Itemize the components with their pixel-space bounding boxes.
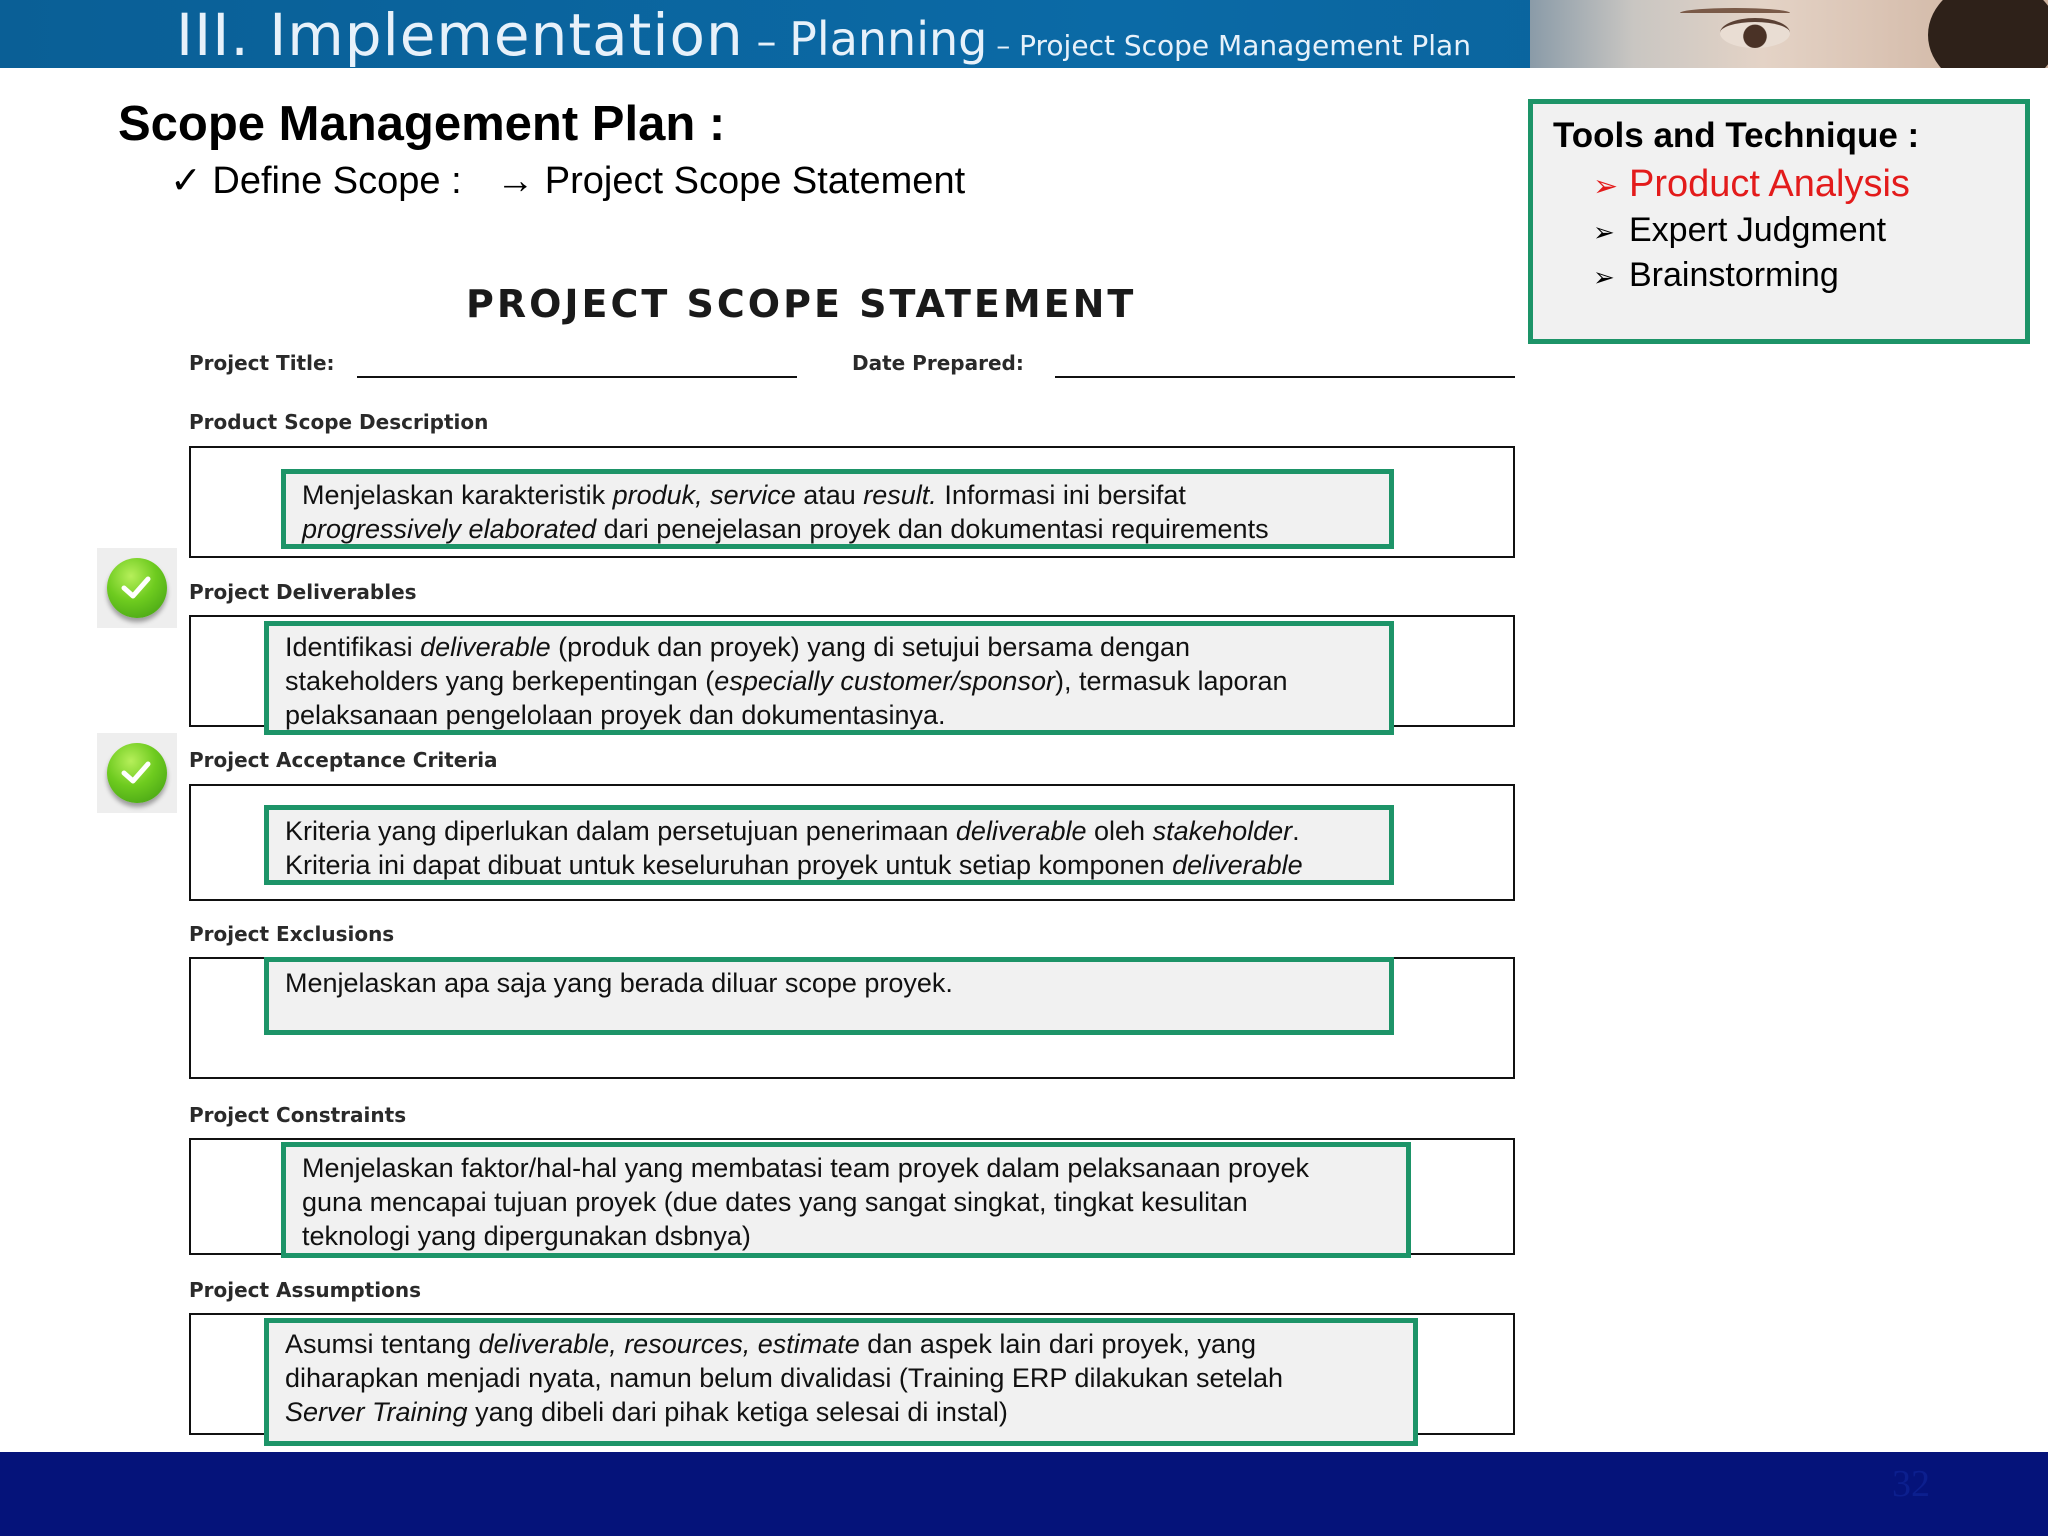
section-label: Product Scope Description xyxy=(189,410,489,434)
section-note xyxy=(264,621,1394,735)
note-line: Kriteria ini dapat dibuat untuk keseluruhan proyek untuk setiap komponen deliverable xyxy=(285,850,1303,880)
section-note xyxy=(281,1142,1411,1258)
photo-hair xyxy=(1928,0,2048,68)
section-note xyxy=(281,469,1394,549)
define-scope-line xyxy=(170,158,965,203)
note-line: Menjelaskan apa saja yang berada diluar scope proyek. xyxy=(285,968,953,998)
note-line: Kriteria yang diperlukan dalam persetujuan penerimaan deliverable oleh stakeholder. xyxy=(285,816,1300,846)
header-title-main: III. Implementation xyxy=(176,1,744,69)
slide-header-title xyxy=(176,0,1471,68)
note-line: Identifikasi deliverable (produk dan proyek) yang di setujui bersama dengan xyxy=(285,632,1191,662)
tools-item xyxy=(1593,254,1910,299)
tools-list xyxy=(1593,162,1910,299)
date-prepared-label: Date Prepared: xyxy=(852,351,1024,375)
page-title: Scope Management Plan : xyxy=(118,97,726,151)
note-line: teknologi yang dipergunakan dsbnya) xyxy=(302,1221,751,1251)
checkmark-icon: ✓ xyxy=(170,160,202,202)
note-line: stakeholders yang berkepentingan (especially customer/sponsor), termasuk laporan xyxy=(285,666,1288,696)
tools-item xyxy=(1593,209,1910,254)
note-line: Server Training yang dibeli dari pihak ketiga selesai di instal) xyxy=(285,1397,1008,1427)
define-scope-label: Define Scope : xyxy=(212,160,462,202)
note-line: diharapkan menjadi nyata, namun belum divalidasi (Training ERP dilakukan setelah xyxy=(285,1363,1284,1393)
tools-item xyxy=(1593,162,1910,209)
header-separator: – xyxy=(987,29,1020,62)
note-line: Menjelaskan karakteristik produk, service atau result. Informasi ini bersifat xyxy=(302,480,1186,510)
section-label: Project Constraints xyxy=(189,1103,407,1127)
section-note xyxy=(264,1318,1418,1446)
section-label: Project Exclusions xyxy=(189,922,395,946)
note-line: progressively elaborated dari penejelasan proyek dan dokumentasi requirements xyxy=(302,514,1269,544)
header-separator: – xyxy=(743,19,790,65)
section-label: Project Acceptance Criteria xyxy=(189,748,498,772)
project-title-line xyxy=(357,376,797,378)
photo-eye xyxy=(1720,18,1790,48)
page-number: 32 xyxy=(1892,1463,1930,1505)
arrow-bullet-icon: ➢ xyxy=(1593,170,1619,203)
section-label: Project Assumptions xyxy=(189,1278,422,1302)
define-scope-target: Project Scope Statement xyxy=(544,160,966,202)
note-line: Menjelaskan faktor/hal-hal yang membatasi team proyek dalam pelaksanaan proyek xyxy=(302,1153,1310,1183)
photo-brow xyxy=(1680,8,1790,18)
note-line: pelaksanaan pengelolaan proyek dan dokumentasinya. xyxy=(285,700,946,730)
tools-item-label: Expert Judgment xyxy=(1629,211,1887,249)
note-line: Asumsi tentang deliverable, resources, estimate dan aspek lain dari proyek, yang xyxy=(285,1329,1257,1359)
project-title-label: Project Title: xyxy=(189,351,335,375)
header-photo xyxy=(1530,0,2048,68)
section-label: Project Deliverables xyxy=(189,580,417,604)
header-title-small: Project Scope Management Plan xyxy=(1019,29,1471,62)
arrow-bullet-icon: ➢ xyxy=(1593,217,1615,247)
green-check-icon xyxy=(97,733,177,813)
header-title-sub: Planning xyxy=(789,12,988,66)
tools-title: Tools and Technique : xyxy=(1553,116,1920,155)
section-note xyxy=(264,805,1394,885)
arrow-bullet-icon: ➢ xyxy=(1593,262,1615,292)
form-title: PROJECT SCOPE STATEMENT xyxy=(466,282,1137,326)
slide-footer-bar xyxy=(0,1452,2048,1536)
tools-item-label: Brainstorming xyxy=(1629,256,1839,294)
note-line: guna mencapai tujuan proyek (due dates yang sangat singkat, tingkat kesulitan xyxy=(302,1187,1248,1217)
arrow-right-icon: → xyxy=(496,160,535,202)
tools-item-label: Product Analysis xyxy=(1629,163,1910,205)
section-note xyxy=(264,957,1394,1035)
green-check-icon xyxy=(97,548,177,628)
date-prepared-line xyxy=(1055,376,1515,378)
tools-and-technique-box xyxy=(1528,99,2030,344)
